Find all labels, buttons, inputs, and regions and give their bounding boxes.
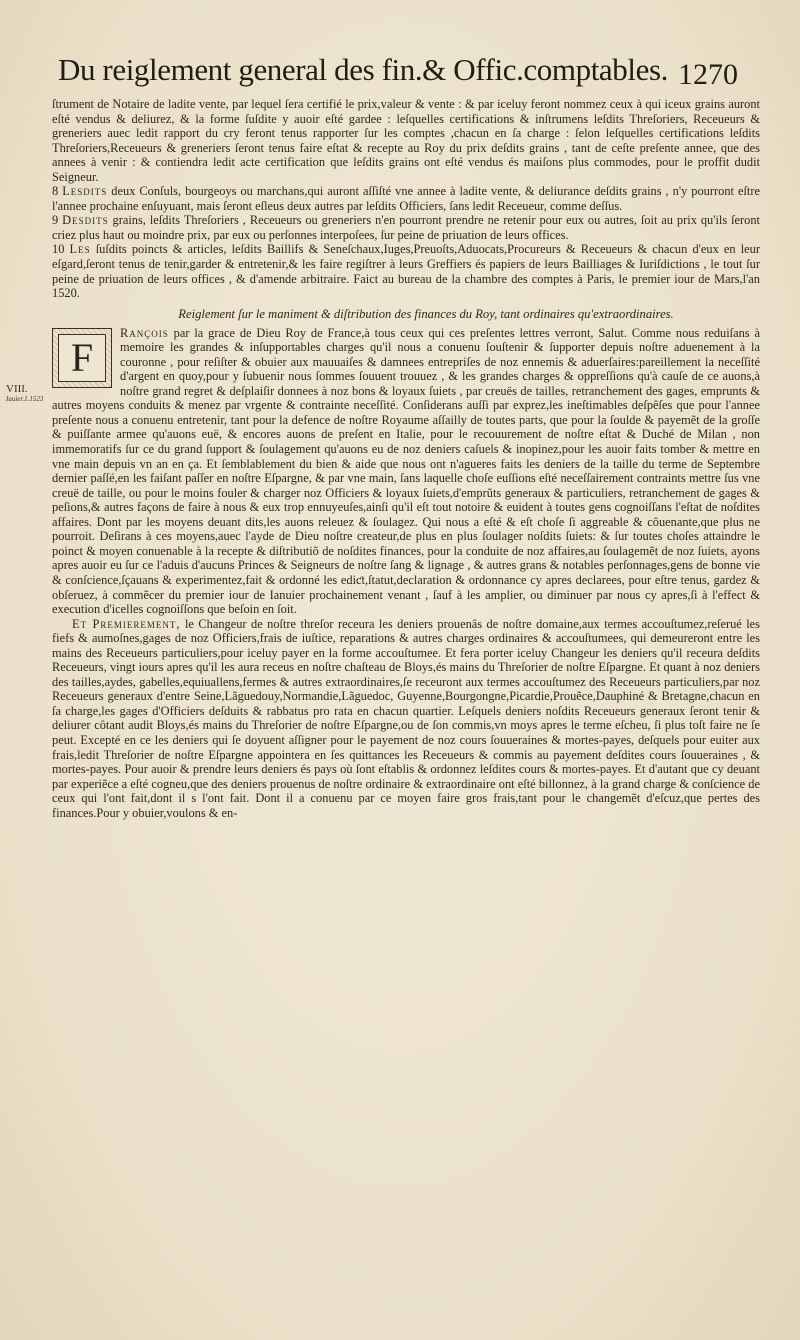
article-lead: Lesdits xyxy=(62,184,108,199)
article-number: 10 xyxy=(52,242,65,257)
running-head: Du reiglement general des fin.& Offic.comptables. xyxy=(58,52,668,87)
section-title: Reiglement ſur le maniment & diſtribution des finances du Roy, tant ordinaires qu'extraordinaires. xyxy=(178,306,674,321)
ordinance-preamble xyxy=(52,326,760,617)
top-paragraph: ſtrument de Notaire de ladite vente, par lequel ſera certifié le prix,valeur & vente : & par iceluy feront nommez ceux à qui iceux grains auront eſté vendus & deliurez, & la forme ſuſdite y auoir eſté gardee : leſquelles certifications & inſtrumens leſdits Threſoriers, Receueurs & greneriers auec ledit rapport du cry feront tenus rapporter ſur les comptes ,chacun en ſa charge : ſelon leſquelles certifications leſdits Threſoriers,Receueurs & greneriers ſeront tenus faire eſtat & recepte au Roy du prix deſdits grains , tant de ceſte preſente annee, que des annees à venir : & contiendra ledit acte certification que leſdits grains ont eſté vendus és maiſons plus commodes, pour le proffit dudit Seigneur. xyxy=(52,97,760,184)
margin-note xyxy=(6,383,50,404)
preamble-text: par la grace de Dieu Roy de France,à tous ceux qui ces preſentes lettres verront, Salut. Comme nous reduiſans à memoire les grandes & inſupportables charges qu'il nous a conuenu ſouſtenir & ſupporter depuis noſtre aduenement à la couronne , pour reſiſter & obuier aux mauuaiſes & damnees entrepriſes de noz ennemis & aduerſaires:pareillement la neceſſité d'argent en quoy,pour y ſubuenir nous ſommes ſouuent trouuez , & les grandes charges & oppreſſions qu'à cauſe de ce auons,à noſtre grand regret & deſplaiſir donnees à noz bons & loyaux ſuiets , par creuës de tailles, retranchement des gages, emprunts & autres moyens conduits & menez par vrgente & contrainte neceſſité. Conſiderans auſſi par exprez,les ineſtimables deſpêſes que pour l'annee preſente nous a conuenu entretenir, tant pour la defence de noſtre Royaume aſſailly de toutes parts, que pour la ſoulde & payemẽt de la groſſe & puiſſante armee qu'auons euë, & encores auons de preſent en Italie, pour le recouurement de noſtre eſtat & Duché de Milan , non immemoratifs ſur ce du grand ſupport & ſoulagement qu'auons eu de noz deniers caſuels & inopinez,pour les auoir faits tomber & mettre en vne main depuis vn an en ça. Et ſemblablement du bien & aide que nous ont n'agueres faits les deniers de la taille du terme de Septembre dernier paſſé,en les faiſant paſſer en noſtre Eſpargne, & par vne main, ſans laquelle choſe euſſions eſté neceſſairement contraints mettre ſus vne creuë de taille, ou pour le moins fouler & charger noz Officiers & loyaux ſuiets,d'emprũts generaux & particuliers, retranchement de gages & peſions,& autres façons de faire à nous & eux trop ennuyeuſes,ainſi qu'il eſt tout notoire & euident à toutes gens cognoiſſans l'eſtat de noſdites affaires. Dont par les moyens deuant dits,les auons releuez & ſoulagez. Qui nous a eſté & eſt choſe ſi aggreable & côuenante,que plus ne pourroit. Deſirans à ces moyens,auec l'ayde de Dieu noſtre createur,de plus en plus ſoulager noſdits ſuiets: & ſur toutes choſes attaindre le poinct & moyen conuenable à la recepte & diſtributiõ de noſdites finances, pour la conduite de noz affaires,au ſoulagemẽt de noz ſuiets, ayons apres auoir eu ſur ce l'aduis d'aucuns Princes & Seigneurs de noſtre ſang & lignage , & autres grans & notables perſonnages,gens de bonne vie & conſcience,ſçauans & experimentez,fait & ordonné les ediƈt,ſtatut,declaration & ordonnance cy apres declarees, pour eſtre tenus, gardez & obſeruez, à commẽcer du premier iour de Ianuier prochainement venant , ſauf à les amplier, ou diminuer par nous cy apres,ſi à l'effect & execution d'icelles cognoiſſons que beſoin en ſoit. xyxy=(52,325,760,617)
article-lead: Les xyxy=(69,242,91,257)
first-article-text: le Changeur de noſtre threſor receura les deniers prouenâs de noſtre domaine,aux termes accouſtumez,reſerué les fiefs & aumoſnes,gages de noz Officiers,frais de iuſtice, reparations & autres charges ordinaires & accouſtumees, qui demeureront entre les mains des Receueurs particuliers,pour iceluy payer en la forme accouſtumee. Et fera porter iceluy Changeur les deniers qu'il receura deſdits Receueurs, vingt iours apres qu'il les aura receus en noſtre chaſteau de Bloys,és mains du Threſorier de noſtre Eſpargne. Et quant à noz deniers des tailles,aydes, gabelles,equiuallens,fermes & autres extraordinaires,ſe receuront aux termes accouſtumez des Receueurs particuliers,par noz Receueurs generaux d'entre Seine,Lãguedouy,Normandie,Lãguedoc, Guyenne,Bourgongne,Picardie,Prouẽce,Dauphiné & Bretagne,chacun en ſa charge,les gages d'Officiers deſduits & rabbatus pro rata en chacun quartier. Leſquels deniers noſdits Receueurs generaux ſeront tenir & deliurer côtant audit Bloys,és mains du Threſorier de noſtre Eſpargne,ou de ſon commis,vn moys apres le terme eſcheu, ſi plus toſt faire ne ſe peut. Excepté en ce les deniers qui ſe doyuent aſſigner pour le payement de noz cours ſouueraines & mortes-payes, deſquels pour euiter aux frais,ledit Threſorier de noſtre Eſpargne appointera en ſes quittances les Receueurs & commis au payement deſdites cours ſouueraines , & mortes-payes. Pour auoir & prendre leurs deniers és pays où ſont eſtablis & ordonnez leſdites cours & mortes-payes. Et d'autant que cy deuant par experiẽce a eſté cogneu,que des deniers prouenus de noſtre ordinaire & extraordinaire ont eſté billonnez, à la grand charge & conſcience de ceux qui l'ont fait,dont il s l'ont fait. Dont il a conuenu par ce moyen faire gros frais,tant pour le changemẽt d'eſcuz,que pertes des finances.Pour y obuier,voulons & en- xyxy=(52,616,760,820)
article-text: grains, leſdits Threſoriers , Receueurs ou greneriers n'en pourront prendre ne retenir pour eux ou autres, ſoit au prix qu'ils ſeront criez plus haut ou moindre prix, par eux ou perſonnes interpoſees, ſur peine de priuation de leurs offices. xyxy=(52,213,760,242)
page-number: 1270 xyxy=(678,58,738,91)
first-article xyxy=(52,617,760,821)
article-10 xyxy=(52,242,760,300)
article-number: 8 xyxy=(52,184,59,199)
article-lead: Desdits xyxy=(62,213,109,228)
first-article-lead: Et Premierement, xyxy=(72,616,181,631)
margin-note-roman: VIII. xyxy=(6,383,28,395)
article-text: deux Conſuls, bourgeoys ou marchans,qui auront aſſiſté vne annee à ladite vente, & deliurance deſdits grains , n'y pourront eſtre l'annee prochaine enſuyuant, mais ſeront eſleus deux autres par leſdits Officiers, ſans ledit Receueur, comme deſſus. xyxy=(52,184,760,213)
margin-note-date: Iauier.1.1523 xyxy=(6,395,44,403)
article-number: 9 xyxy=(52,213,59,228)
main-ordinance xyxy=(52,326,760,617)
article-8 xyxy=(52,184,760,213)
initial-letter: F xyxy=(58,334,106,382)
preamble-lead: Rançois xyxy=(120,325,169,340)
body-text xyxy=(52,97,760,820)
decorated-initial xyxy=(52,328,112,388)
article-text: ſuſdits poincts & articles, leſdits Baillifs & Seneſchaux,Iuges,Preuoſts,Aduocats,Procureurs & Receueurs & chacun d'eux en leur eſgard,ſeront tenus de tenir,garder & entretenir,& les faire regiſtrer à leurs Greffiers és papiers de leurs Bailliages & Iuriſdictions , le tout ſur peine de priuation de leurs offices , & d'amende arbitraire. Faict au bureau de la chambre des comptes à Paris, le premier iour de Mars,l'an 1520. xyxy=(52,242,760,301)
article-9 xyxy=(52,213,760,242)
